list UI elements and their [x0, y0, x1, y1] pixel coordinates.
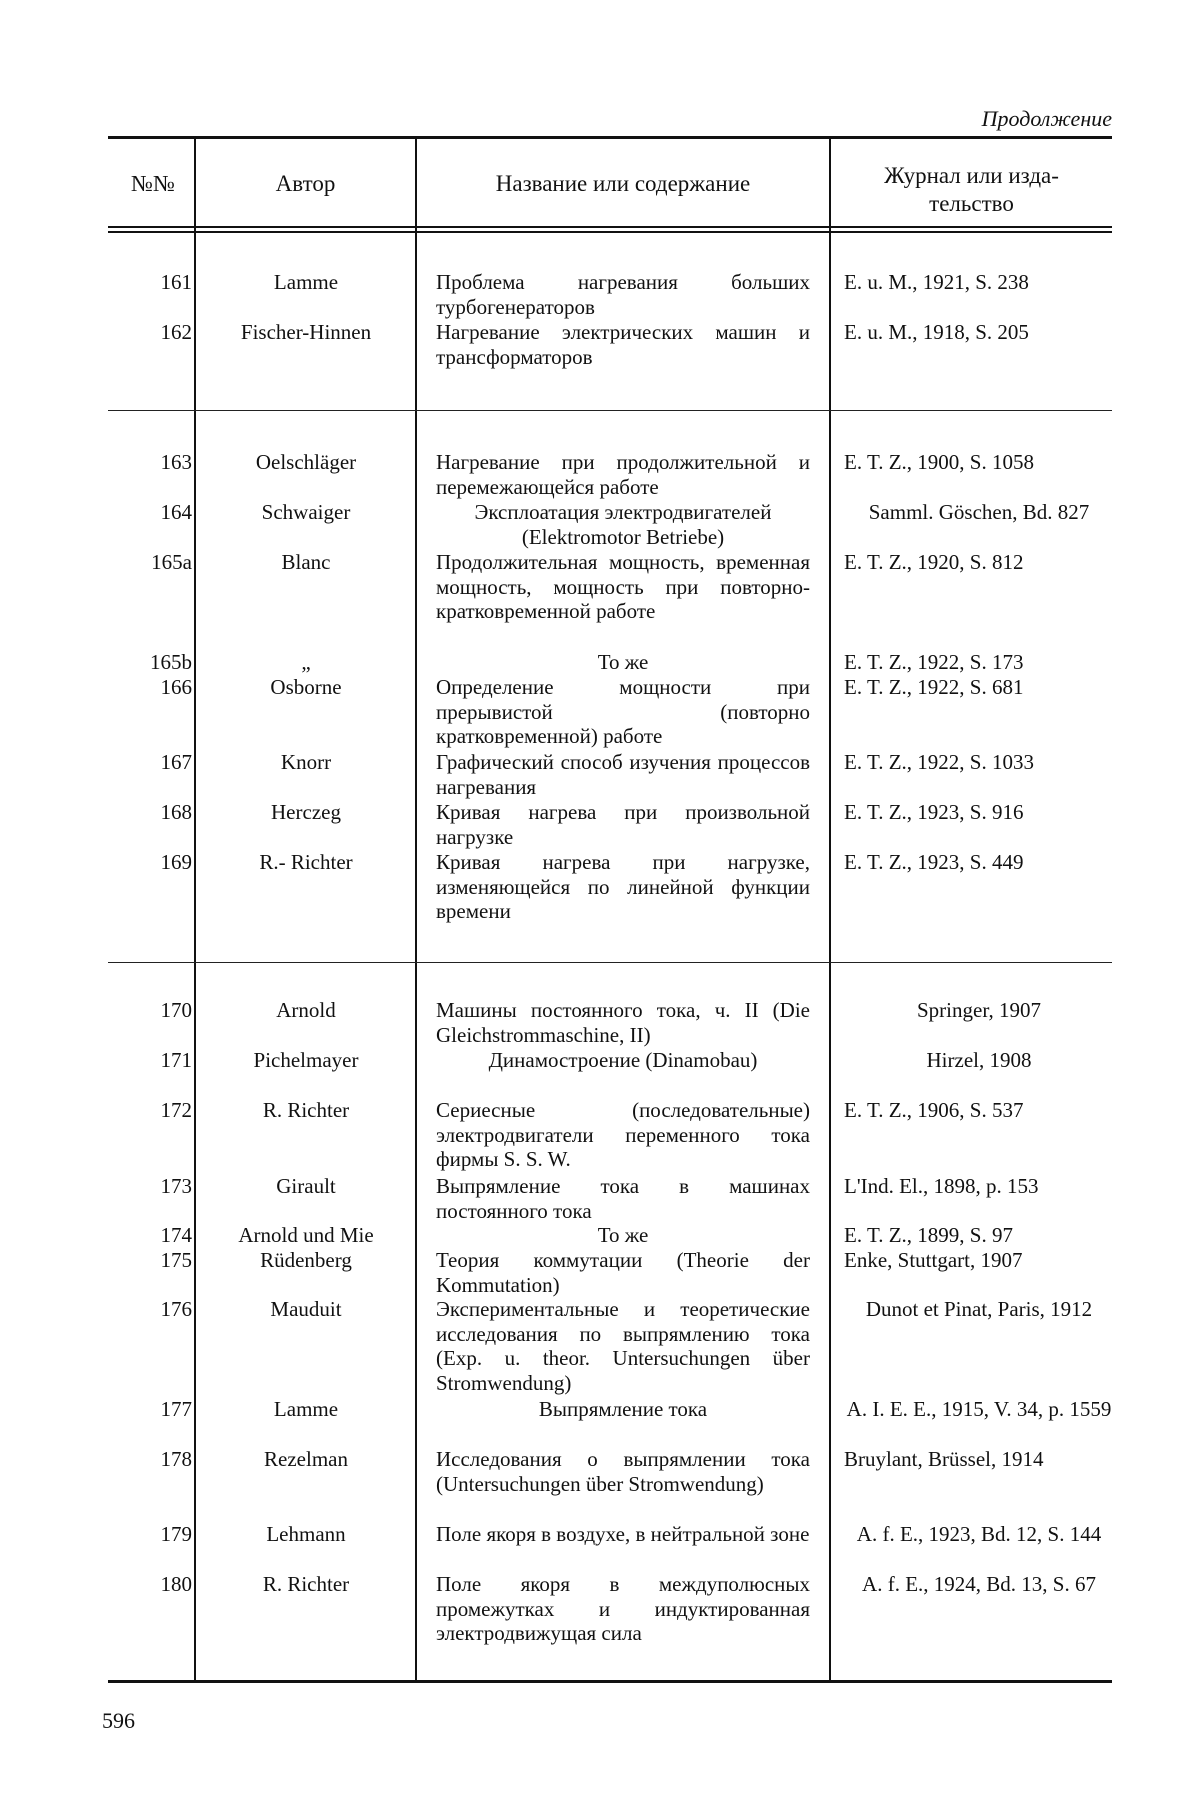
table-top-rule	[108, 136, 1112, 139]
row-title: Проблема нагревания больших турбогенераторов	[436, 270, 810, 319]
row-author: Schwaiger	[261, 500, 351, 524]
row-number: 164	[160, 500, 192, 524]
row-title: Нагревание электрических машин и трансформаторов	[436, 320, 810, 369]
row-journal: A. f. E., 1923, Bd. 12, S. 144	[856, 1522, 1102, 1546]
row-title: Теория коммутации (Theorie der Kommutation)	[436, 1248, 810, 1297]
row-title: Определение мощности при прерывистой (повторно кратковременной) работе	[436, 675, 810, 748]
row-author: „	[301, 650, 311, 674]
column-header-title: Название или содержание	[495, 171, 751, 196]
row-number: 175	[160, 1248, 192, 1272]
row-journal: Bruylant, Brüssel, 1914	[844, 1447, 1044, 1471]
header-bottom-rule-2	[108, 231, 1112, 233]
row-number: 168	[160, 800, 192, 824]
row-number: 179	[160, 1522, 192, 1546]
group-separator	[108, 962, 1112, 963]
row-journal: E. T. Z., 1906, S. 537	[844, 1098, 1024, 1122]
row-journal: A. I. E. E., 1915, V. 34, p. 1559	[846, 1397, 1112, 1421]
row-journal: E. T. Z., 1899, S. 97	[844, 1223, 1013, 1247]
row-author: R. Richter	[262, 1572, 350, 1596]
row-title: Поле якоря в воздухе, в нейтральной зоне	[436, 1522, 810, 1546]
row-title: Сериесные (последовательные) электродвигатели переменного тока фирмы S. S. W.	[436, 1098, 810, 1171]
row-journal: E. T. Z., 1922, S. 681	[844, 675, 1024, 699]
column-header-journal-line2: тельство	[929, 191, 1014, 216]
row-title: Продолжительная мощность, временная мощность, мощность при повторно-кратковременной работе	[436, 550, 810, 623]
row-number: 172	[160, 1098, 192, 1122]
row-author: Oelschläger	[255, 450, 357, 474]
row-journal: E. T. Z., 1920, S. 812	[844, 550, 1024, 574]
row-journal: Enke, Stuttgart, 1907	[844, 1248, 1023, 1272]
row-number: 161	[160, 270, 192, 294]
row-author: Fischer-Hinnen	[240, 320, 372, 344]
row-title: То же	[597, 650, 649, 674]
row-journal: A. f. E., 1924, Bd. 13, S. 67	[862, 1572, 1096, 1596]
row-journal: E. T. Z., 1923, S. 449	[844, 850, 1024, 874]
row-journal: Hirzel, 1908	[926, 1048, 1032, 1072]
column-header-num: №№	[131, 171, 175, 196]
row-author: Lehmann	[266, 1522, 346, 1546]
table-bottom-rule	[108, 1680, 1112, 1683]
row-number: 180	[160, 1572, 192, 1596]
row-number: 170	[160, 998, 192, 1022]
row-author: Knorr	[280, 750, 332, 774]
group-separator	[108, 410, 1112, 411]
row-title: Графический способ изучения процессов нагревания	[436, 750, 810, 799]
row-author: Arnold und Mie	[238, 1223, 374, 1247]
row-journal: E. u. M., 1918, S. 205	[844, 320, 1029, 344]
row-author: Lamme	[273, 270, 339, 294]
row-title: Машины постоянного тока, ч. II (Die Gleichstrommaschine, II)	[436, 998, 810, 1047]
row-title: Выпрямление тока в машинах постоянного тока	[436, 1174, 810, 1223]
row-number: 177	[160, 1397, 192, 1421]
row-title: Нагревание при продолжительной и перемежающейся работе	[436, 450, 810, 499]
continuation-label: Продолжение	[981, 106, 1112, 131]
row-title: Исследования о выпрямлении тока (Untersuchungen über Stromwendung)	[436, 1447, 810, 1496]
row-author: Girault	[276, 1174, 336, 1198]
row-number: 178	[160, 1447, 192, 1471]
row-number: 165b	[150, 650, 192, 674]
row-title: Динамостроение (Dinamobau)	[488, 1048, 758, 1072]
row-number: 163	[160, 450, 192, 474]
row-author: Rüdenberg	[260, 1248, 352, 1272]
row-author: Mauduit	[270, 1297, 342, 1321]
row-title: Поле якоря в междуполюсных промежутках и индуктированная электродвижущая сила	[436, 1572, 810, 1645]
row-number: 176	[160, 1297, 192, 1321]
row-number: 169	[160, 850, 192, 874]
row-number: 173	[160, 1174, 192, 1198]
row-journal: Springer, 1907	[917, 998, 1041, 1022]
row-number: 162	[160, 320, 192, 344]
row-number: 166	[160, 675, 192, 699]
row-author: Arnold	[276, 998, 336, 1022]
page-number: 596	[102, 1708, 135, 1733]
row-title: То же	[597, 1223, 649, 1247]
row-journal: E. T. Z., 1922, S. 173	[844, 650, 1024, 674]
row-title: Экспериментальные и теоретические исследования по выпрямлению тока (Exp. u. theor. Untersuchungen über Stromwendung)	[436, 1297, 810, 1395]
row-title: Эксплоатация электродвигателей (Elektromotor Betriebe)	[474, 500, 772, 549]
row-number: 174	[160, 1223, 192, 1247]
row-author: Blanc	[281, 550, 331, 574]
row-journal: E. u. M., 1921, S. 238	[844, 270, 1029, 294]
row-author: Osborne	[270, 675, 342, 699]
column-header-journal	[831, 162, 1112, 218]
row-journal: Dunot et Pinat, Paris, 1912	[865, 1297, 1093, 1321]
row-journal: L'Ind. El., 1898, p. 153	[844, 1174, 1039, 1198]
row-journal: E. T. Z., 1900, S. 1058	[844, 450, 1034, 474]
header-bottom-rule	[108, 226, 1112, 228]
row-title: Выпрямление тока	[538, 1397, 708, 1421]
row-number: 171	[160, 1048, 192, 1072]
column-header-journal-line1: Журнал или изда-	[884, 163, 1059, 188]
row-author: Rezelman	[264, 1447, 348, 1471]
row-number: 165a	[151, 550, 192, 574]
column-divider-3	[829, 139, 831, 1680]
row-journal: E. T. Z., 1923, S. 916	[844, 800, 1024, 824]
row-author: Lamme	[273, 1397, 339, 1421]
row-author: R. Richter	[262, 1098, 350, 1122]
row-author: Herczeg	[271, 800, 341, 824]
column-header-author: Автор	[275, 171, 336, 196]
row-author: R.- Richter	[259, 850, 353, 874]
row-journal: E. T. Z., 1922, S. 1033	[844, 750, 1034, 774]
row-title: Кривая нагрева при произвольной нагрузке	[436, 800, 810, 849]
row-title: Кривая нагрева при нагрузке, изменяющейся по линейной функции времени	[436, 850, 810, 923]
row-author: Pichelmayer	[253, 1048, 359, 1072]
row-number: 167	[160, 750, 192, 774]
row-journal: Samml. Göschen, Bd. 827	[868, 500, 1090, 524]
